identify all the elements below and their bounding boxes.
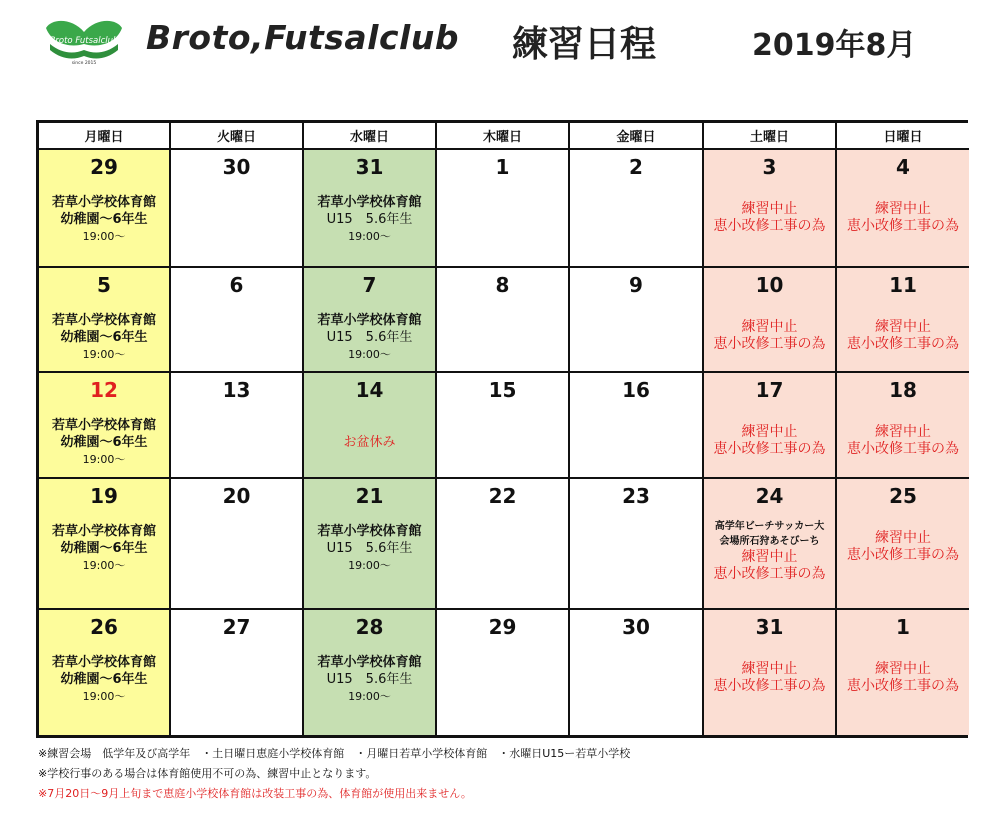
day-cell [437,610,570,735]
practice-time: 19:00～ [82,348,126,361]
day-details [704,661,835,695]
weekday-header-sat: 土曜日 [704,123,837,150]
calendar [36,120,968,738]
weekday-header-wed: 水曜日 [304,123,437,150]
day-details [704,319,835,353]
practice-venue: 若草小学校体育館 [317,195,422,210]
day-details [39,417,169,468]
practice-venue: 若草小学校体育館 [317,313,422,328]
practice-group: 幼稚園～6年生 [60,212,148,227]
day-cell [171,373,304,479]
weekday-header-thu: 木曜日 [437,123,570,150]
cancel-label: 練習中止 [741,549,798,565]
day-number: 3 [762,155,777,179]
weekday-header-sun: 日曜日 [837,123,969,150]
note-school-events: ※学校行事のある場合は体育館使用不可の為、練習中止となります。 [38,767,377,780]
day-number: 12 [90,378,118,402]
day-cell [39,373,171,479]
day-cell [837,610,969,735]
day-cell [837,479,969,610]
club-logo-icon [44,14,124,66]
day-cell [39,610,171,735]
day-details [39,312,169,363]
schedule-title: 練習日程 [512,24,657,65]
day-number: 7 [362,273,377,297]
day-cell [437,150,570,268]
cancel-reason: 恵小改修工事の為 [847,218,959,234]
cancel-reason: 恵小改修工事の為 [847,441,959,457]
practice-group: 幼稚園～6年生 [60,330,148,345]
day-number: 30 [222,155,251,179]
day-number: 5 [97,273,111,297]
day-number: 17 [755,378,784,402]
day-cell [304,610,437,735]
day-number: 20 [222,484,251,508]
cancel-reason: 恵小改修工事の為 [847,678,959,694]
cancel-reason: 恵小改修工事の為 [847,336,959,352]
calendar-grid [39,123,965,735]
day-cell [171,479,304,610]
day-cell [704,479,837,610]
day-number: 4 [896,155,910,179]
day-number: 18 [889,378,917,402]
day-details [39,194,169,245]
practice-time: 19:00～ [348,230,391,243]
day-number: 29 [90,155,118,179]
day-cell [171,610,304,735]
cancel-label: 練習中止 [741,661,798,677]
day-number: 6 [229,273,244,297]
day-details [304,312,435,363]
day-cell [304,268,437,373]
cancel-label: 練習中止 [875,661,931,677]
day-cell [837,373,969,479]
day-number: 31 [755,615,784,639]
practice-time: 19:00～ [82,453,126,466]
day-cell [704,610,837,735]
day-cell [171,268,304,373]
day-number: 26 [90,615,118,639]
logo-text: Broto Futsalclub [49,36,119,46]
day-number: 1 [896,615,910,639]
day-number: 16 [622,378,650,402]
note-renovation: ※7月20日～9月上旬まで恵庭小学校体育館は改装工事の為、体育館が使用出来ません。 [38,787,472,800]
day-details [704,519,835,583]
cancel-reason: 恵小改修工事の為 [713,336,826,352]
practice-venue: 若草小学校体育館 [51,655,156,670]
day-cell [39,268,171,373]
day-number: 2 [629,155,643,179]
weekday-header-fri: 金曜日 [570,123,704,150]
day-details [39,654,169,705]
day-number: 21 [355,484,384,508]
day-number: 11 [889,273,917,297]
practice-time: 19:00～ [348,559,391,572]
cancel-label: 練習中止 [741,424,798,440]
practice-venue: 若草小学校体育館 [51,313,156,328]
practice-group: 幼稚園～6年生 [60,672,148,687]
practice-venue: 若草小学校体育館 [317,524,422,539]
weekday-header-mon: 月曜日 [39,123,171,150]
cancel-reason: 恵小改修工事の為 [713,566,826,582]
day-cell [704,150,837,268]
practice-time: 19:00～ [82,559,126,572]
day-number: 30 [622,615,650,639]
logo-since: since 2015 [71,61,97,66]
day-details [837,530,969,564]
day-cell [704,373,837,479]
practice-time: 19:00～ [82,230,126,243]
cancel-reason: 恵小改修工事の為 [713,218,826,234]
cancel-label: 練習中止 [875,424,931,440]
club-title: Broto,Futsalclub [146,18,459,57]
day-cell [837,268,969,373]
day-number: 24 [755,484,784,508]
cancel-label: 練習中止 [875,201,931,217]
practice-venue: 若草小学校体育館 [317,655,422,670]
day-number: 9 [629,273,643,297]
day-details [704,201,835,235]
day-cell [570,373,704,479]
practice-venue: 若草小学校体育館 [51,524,156,539]
month-label: 2019年8月 [752,28,917,63]
cancel-reason: 恵小改修工事の為 [847,547,959,563]
day-number: 13 [222,378,251,402]
practice-group: U15 5.6年生 [326,672,413,687]
weekday-header-tue: 火曜日 [171,123,304,150]
day-details [837,661,969,695]
day-number: 22 [488,484,517,508]
day-details [304,654,435,705]
day-number: 1 [495,155,510,179]
day-cell [437,479,570,610]
practice-time: 19:00～ [348,690,391,703]
cancel-label: 練習中止 [741,319,798,335]
practice-group: U15 5.6年生 [326,330,413,345]
practice-group: 幼稚園～6年生 [60,435,148,450]
day-number: 19 [90,484,118,508]
practice-group: U15 5.6年生 [326,212,413,227]
day-details [837,319,969,353]
day-details [704,424,835,458]
day-cell [570,268,704,373]
day-details [304,194,435,245]
practice-venue: 若草小学校体育館 [51,418,156,433]
day-number: 15 [488,378,517,402]
practice-venue: 若草小学校体育館 [51,195,156,210]
day-number: 14 [355,378,384,402]
day-details [304,523,435,574]
day-cell [570,610,704,735]
day-number: 25 [889,484,917,508]
event-note: 高学年ビーチサッカー大 [714,521,825,532]
footer-notes [38,744,978,804]
day-cell [304,150,437,268]
day-cell [570,150,704,268]
day-cell [39,479,171,610]
day-cell [570,479,704,610]
note-venue: ※練習会場 低学年及び高学年 ・土日曜日恵庭小学校体育館 ・月曜日若草小学校体育館 ・水曜日U15ー若草小学校 [38,747,631,760]
day-number: 8 [495,273,510,297]
cancel-label: 練習中止 [875,530,931,546]
day-cell [39,150,171,268]
day-cell [304,479,437,610]
cancel-reason: 恵小改修工事の為 [713,441,826,457]
day-cell [171,150,304,268]
event-note: 会場所石狩あそびーち [719,536,820,547]
day-number: 27 [222,615,251,639]
practice-group: U15 5.6年生 [326,541,413,556]
day-number: 23 [622,484,650,508]
day-number: 31 [355,155,384,179]
day-details [837,424,969,458]
cancel-label: 練習中止 [741,201,798,217]
practice-group: 幼稚園～6年生 [60,541,148,556]
day-number: 10 [755,273,784,297]
day-cell [704,268,837,373]
page-header [0,0,1008,90]
day-number: 28 [355,615,384,639]
cancel-label: 練習中止 [875,319,931,335]
cancel-reason: 恵小改修工事の為 [713,678,826,694]
practice-time: 19:00～ [348,348,391,361]
day-details [39,523,169,574]
day-cell [437,268,570,373]
practice-time: 19:00～ [82,690,126,703]
day-cell [437,373,570,479]
day-number: 29 [488,615,517,639]
day-cell [304,373,437,479]
day-details [837,201,969,235]
holiday-label: お盆休み [343,435,396,450]
day-cell [837,150,969,268]
